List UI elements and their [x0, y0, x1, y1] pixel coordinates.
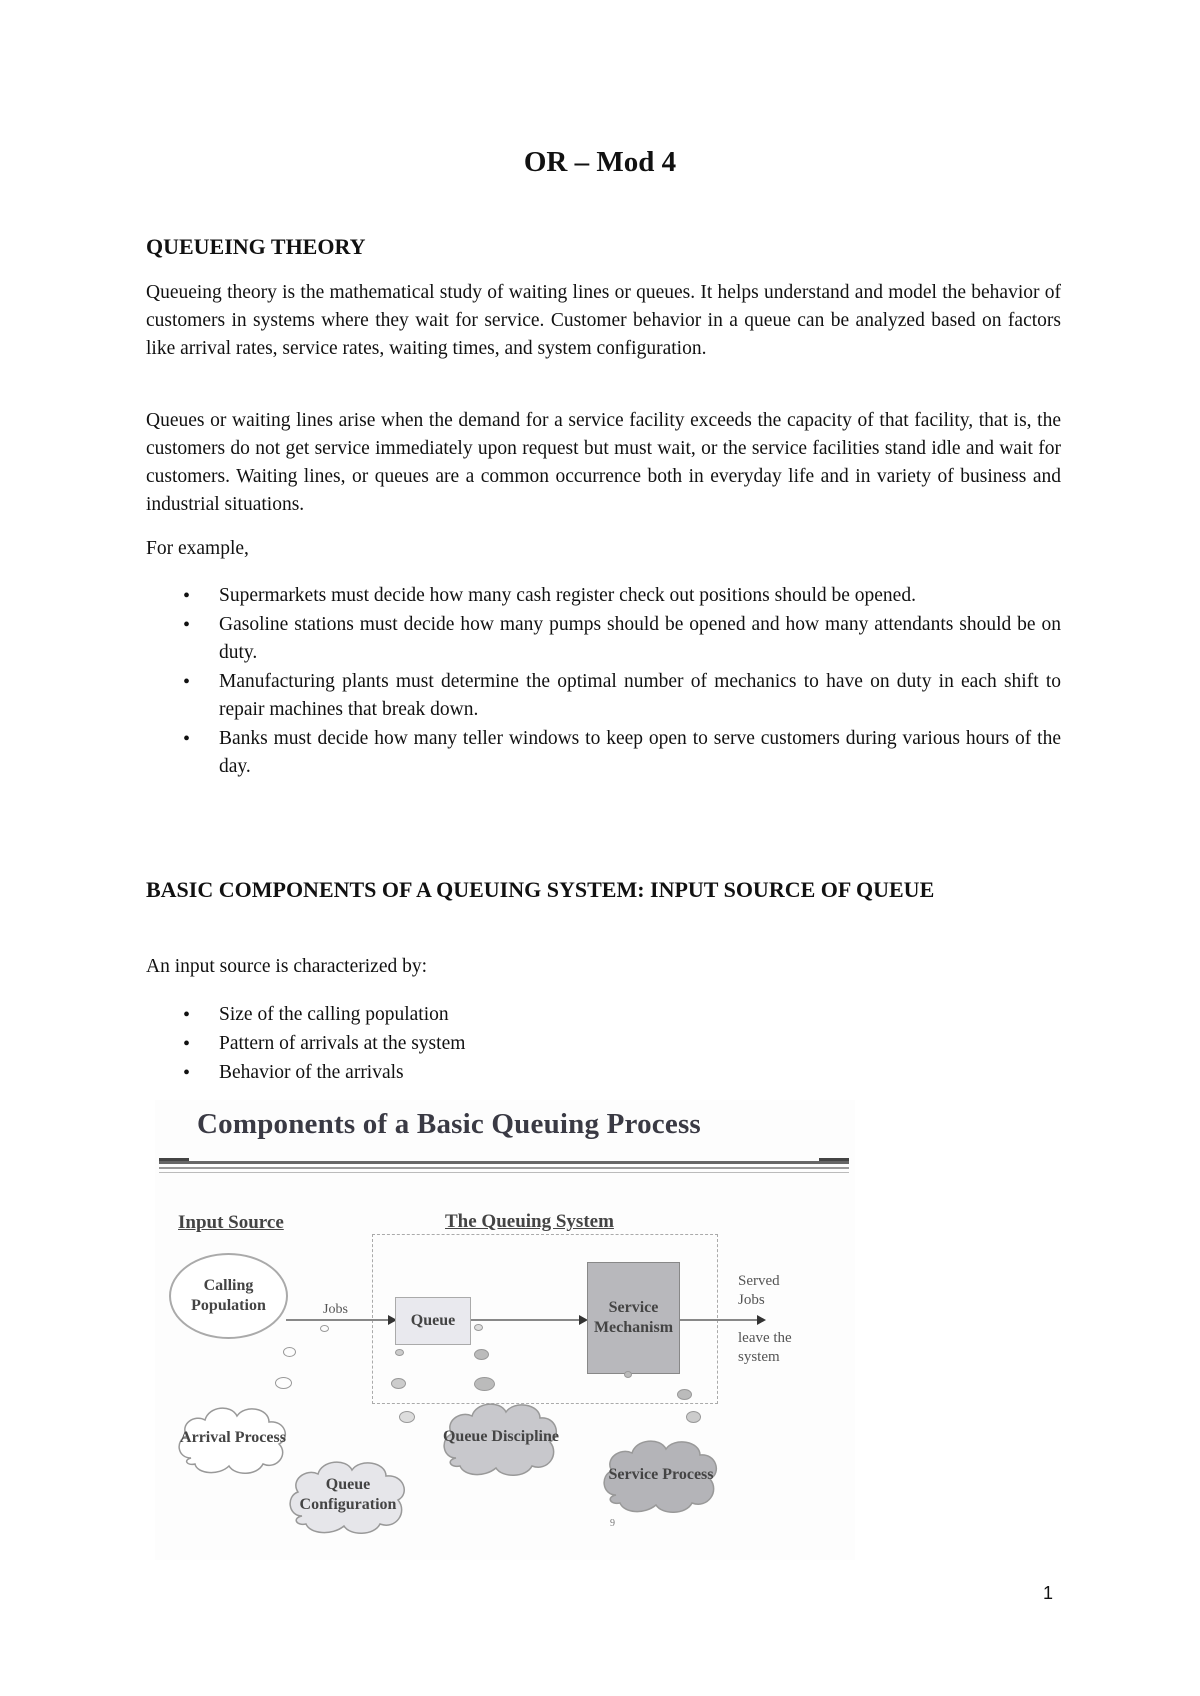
service-process-label: Service Process — [608, 1466, 714, 1483]
section-heading-queueing-theory: QUEUEING THEORY — [146, 234, 366, 259]
job-dot — [283, 1347, 296, 1357]
service-mechanism-node: Service Mechanism — [587, 1262, 680, 1374]
paragraph-input-source: An input source is characterized by: — [146, 956, 428, 977]
job-dot — [320, 1325, 329, 1332]
figure-title: Components of a Basic Queuing Process — [197, 1108, 701, 1140]
job-dot — [677, 1389, 692, 1400]
job-dot — [399, 1411, 415, 1423]
input-source-label: Input Source — [178, 1212, 284, 1233]
queuing-system-label: The Queuing System — [445, 1211, 614, 1232]
queue-configuration-label: Queue Configuration — [299, 1476, 397, 1513]
queuing-process-figure — [155, 1100, 855, 1560]
job-dot — [474, 1377, 495, 1391]
divider — [159, 1161, 849, 1164]
queue-discipline-cloud — [438, 1396, 564, 1478]
list-item: • Manufacturing plants must determine the optimal number of mechanics to have on duty in each shift to repair machines that break down. — [146, 668, 1061, 724]
job-dot — [391, 1378, 406, 1389]
queue-configuration-cloud — [284, 1454, 412, 1536]
divider — [159, 1167, 849, 1169]
job-dot — [474, 1349, 489, 1360]
served-jobs-label: Served Jobs — [738, 1273, 780, 1308]
job-dot — [275, 1377, 292, 1389]
job-dot — [395, 1349, 404, 1356]
examples-list — [146, 582, 1061, 782]
arrowhead-icon — [757, 1315, 766, 1325]
job-dot — [686, 1411, 701, 1423]
paragraph-for-example: For example, — [146, 538, 249, 559]
page-number: 1 — [1043, 1583, 1054, 1603]
jobs-label: Jobs — [323, 1302, 348, 1317]
job-dot — [624, 1371, 632, 1378]
list-item: • Gasoline stations must decide how many pumps should be opened and how many attendants should be on duty. — [146, 611, 1061, 667]
section-heading-basic-components: BASIC COMPONENTS OF A QUEUING SYSTEM: INPUT SOURCE OF QUEUE — [146, 877, 935, 902]
arrow-exit — [679, 1319, 759, 1321]
arrival-process-label: Arrival Process — [180, 1429, 286, 1446]
paragraph-queues: Queues or waiting lines arise when the demand for a service facility exceeds the capacity of that facility, that is, the customers do not get service immediately upon request but must wait, or the service facilities stand idle and wait for customers. Waiting lines, or queues are a common occurrence both in everyday life and in variety of business and industrial situations. — [146, 410, 1061, 515]
input-source-list — [146, 1001, 1061, 1088]
arrival-process-cloud — [173, 1400, 293, 1476]
document-title: OR – Mod 4 — [523, 146, 677, 178]
arrow-to-queue — [286, 1319, 390, 1321]
calling-population-node: Calling Population — [169, 1253, 288, 1339]
queue-discipline-label: Queue Discipline — [442, 1428, 559, 1445]
arrow-to-service — [471, 1319, 581, 1321]
list-item: • Behavior of the arrivals — [146, 1059, 1061, 1087]
job-dot — [474, 1324, 483, 1331]
list-item: • Pattern of arrivals at the system — [146, 1030, 1061, 1058]
service-process-cloud — [598, 1435, 724, 1515]
leave-system-label: leave the system — [738, 1330, 792, 1365]
list-item: • Size of the calling population — [146, 1001, 1061, 1029]
list-item: • Supermarkets must decide how many cash register check out positions should be opened. — [146, 582, 1061, 610]
list-item: • Banks must decide how many teller windows to keep open to serve customers during various hours of the day. — [146, 725, 1061, 781]
slide-number: 9 — [610, 1518, 615, 1529]
paragraph-intro: Queueing theory is the mathematical study of waiting lines or queues. It helps understand and model the behavior of customers in systems where they wait for service. Customer behavior in a queue can be analyzed based on factors like arrival rates, service rates, waiting times, and system configuration. — [146, 282, 1061, 359]
queue-node: Queue — [395, 1297, 471, 1345]
divider — [159, 1172, 849, 1173]
